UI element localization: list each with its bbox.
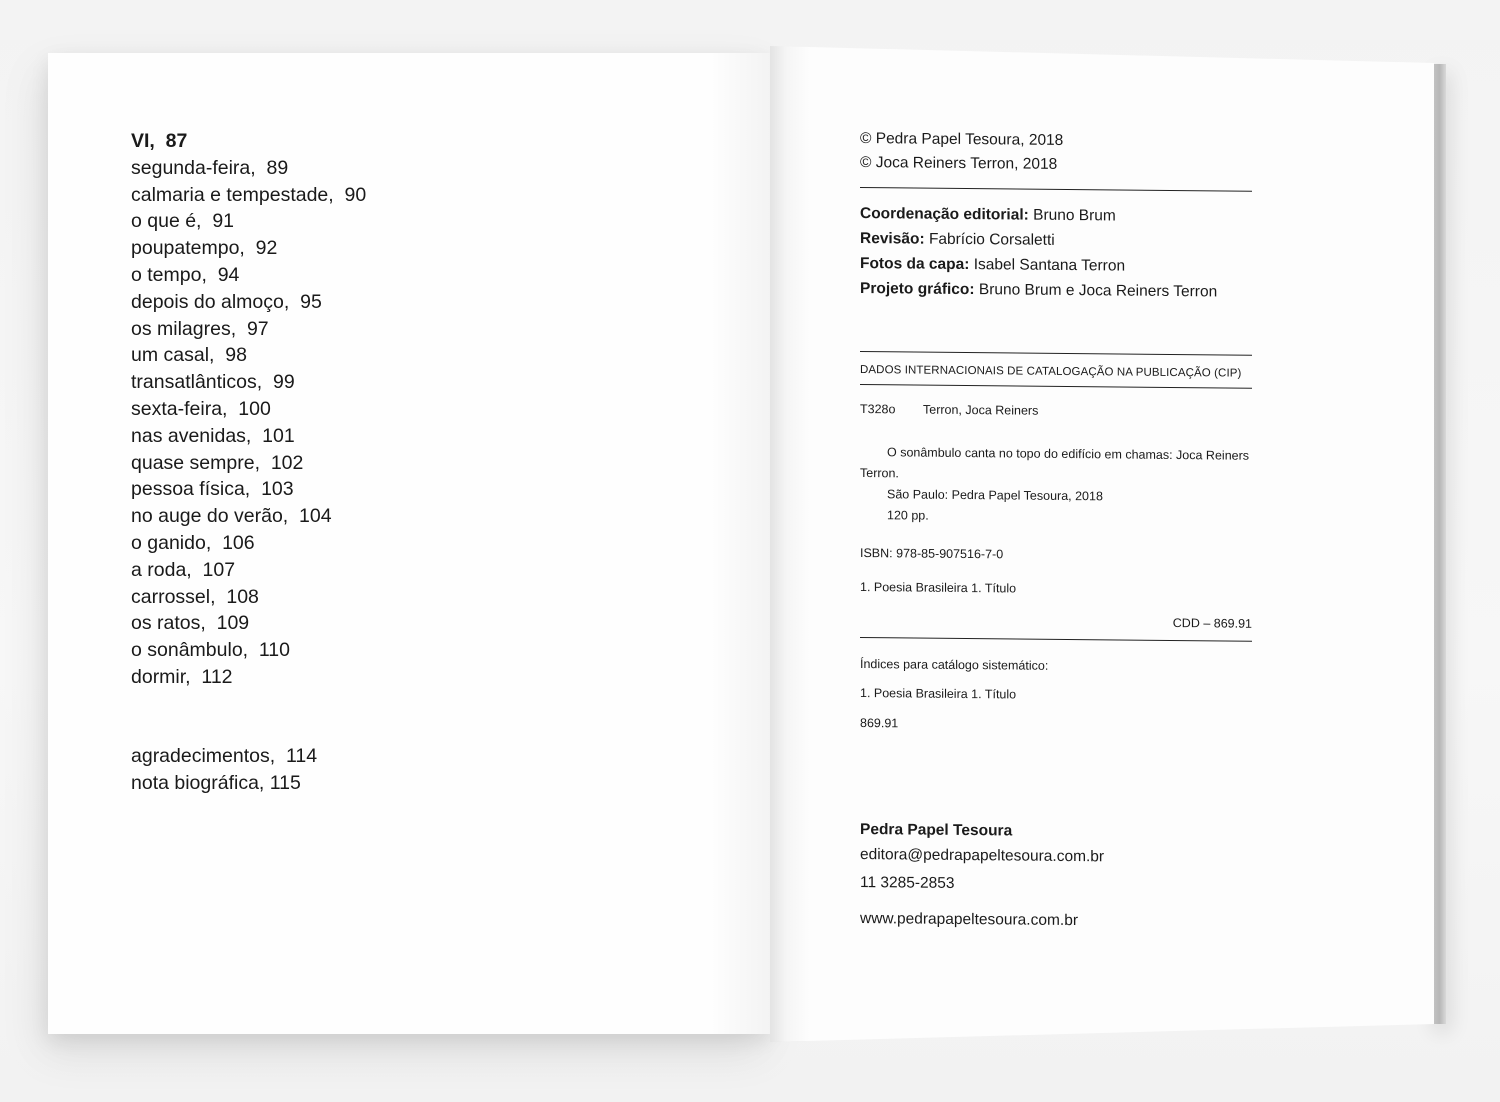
toc-entry: poupatempo, 92	[131, 237, 278, 260]
publisher-name: Pedra Papel Tesoura	[860, 821, 1013, 840]
credit-label: Projeto gráfico:	[860, 280, 975, 299]
toc-entry: o tempo, 94	[131, 263, 240, 286]
toc-entry: nas avenidas, 101	[131, 424, 295, 447]
credit-label: Fotos da capa:	[860, 255, 970, 274]
colophon	[860, 0, 1252, 930]
toc-entry: os ratos, 109	[131, 612, 250, 635]
credit-line	[860, 205, 1116, 225]
toc-entry: dormir, 112	[131, 665, 233, 688]
toc-back-matter	[131, 743, 317, 797]
toc-entry: a roda, 107	[131, 558, 236, 581]
index-heading: Índices para catálogo sistemático:	[860, 657, 1049, 673]
toc-entry: sexta-feira, 100	[131, 397, 271, 420]
toc-section-heading: VI, 87	[131, 130, 188, 152]
cip-isbn: ISBN: 978-85-907516-7-0	[860, 546, 1004, 562]
credit-line	[860, 255, 1125, 276]
publisher-email[interactable]: editora@pedrapapeltesoura.com.br	[860, 846, 1105, 866]
publisher-phone: 11 3285-2853	[860, 874, 955, 892]
toc-entry: agradecimentos, 114	[131, 745, 318, 767]
toc-entry: nota biográfica, 115	[131, 772, 301, 794]
publisher-website[interactable]: www.pedrapapeltesoura.com.br	[860, 910, 1078, 930]
cip-author: Terron, Joca Reiners	[923, 402, 1039, 418]
toc-entry: no auge do verão, 104	[131, 505, 332, 528]
toc-entry: o sonâmbulo, 110	[131, 639, 290, 662]
cip-subjects: 1. Poesia Brasileira 1. Título	[860, 580, 1017, 596]
toc-entry: os milagres, 97	[131, 317, 269, 340]
toc-entry: o ganido, 106	[131, 531, 255, 554]
cip-title: O sonâmbulo canta no topo do edifício em chamas: Joca Reiners	[887, 445, 1250, 463]
credit-line	[860, 230, 1055, 250]
toc-entry: pessoa física, 103	[131, 478, 294, 501]
toc-entry: transatlânticos, 99	[131, 371, 295, 394]
index-number: 869.91	[860, 716, 899, 731]
toc-entry: o que é, 91	[131, 210, 235, 233]
toc-entry: carrossel, 108	[131, 585, 259, 608]
credit-line	[860, 280, 1217, 301]
cip-imprint: São Paulo: Pedra Papel Tesoura, 2018	[887, 487, 1103, 504]
table-of-contents	[131, 128, 366, 691]
toc-entry: um casal, 98	[131, 344, 247, 367]
credit-value: Fabrício Corsaletti	[928, 230, 1055, 249]
credit-value: Bruno Brum	[1033, 206, 1116, 225]
credit-label: Revisão:	[860, 230, 925, 248]
right-page	[770, 46, 1434, 1042]
cip-call-number: T328o	[860, 402, 896, 417]
toc-entry: depois do almoço, 95	[131, 290, 322, 313]
credit-label: Coordenação editorial:	[860, 205, 1029, 224]
toc-entry: quase sempre, 102	[131, 451, 304, 474]
cip-pages: 120 pp.	[887, 508, 929, 523]
index-subjects: 1. Poesia Brasileira 1. Título	[860, 686, 1017, 702]
cip-title-cont: Terron.	[860, 466, 899, 481]
toc-entry: calmaria e tempestade, 90	[131, 183, 367, 206]
toc-entry: segunda-feira, 89	[131, 156, 289, 179]
copyright-line: © Joca Reiners Terron, 2018	[860, 154, 1058, 173]
cip-cdd: CDD – 869.91	[1172, 616, 1252, 631]
cip-header: DADOS INTERNACIONAIS DE CATALOGAÇÃO NA PUBLICAÇÃO (CIP)	[860, 364, 1242, 380]
credit-value: Bruno Brum e Joca Reiners Terron	[978, 281, 1218, 301]
copyright-line: © Pedra Papel Tesoura, 2018	[860, 130, 1064, 149]
credit-value: Isabel Santana Terron	[973, 256, 1126, 275]
